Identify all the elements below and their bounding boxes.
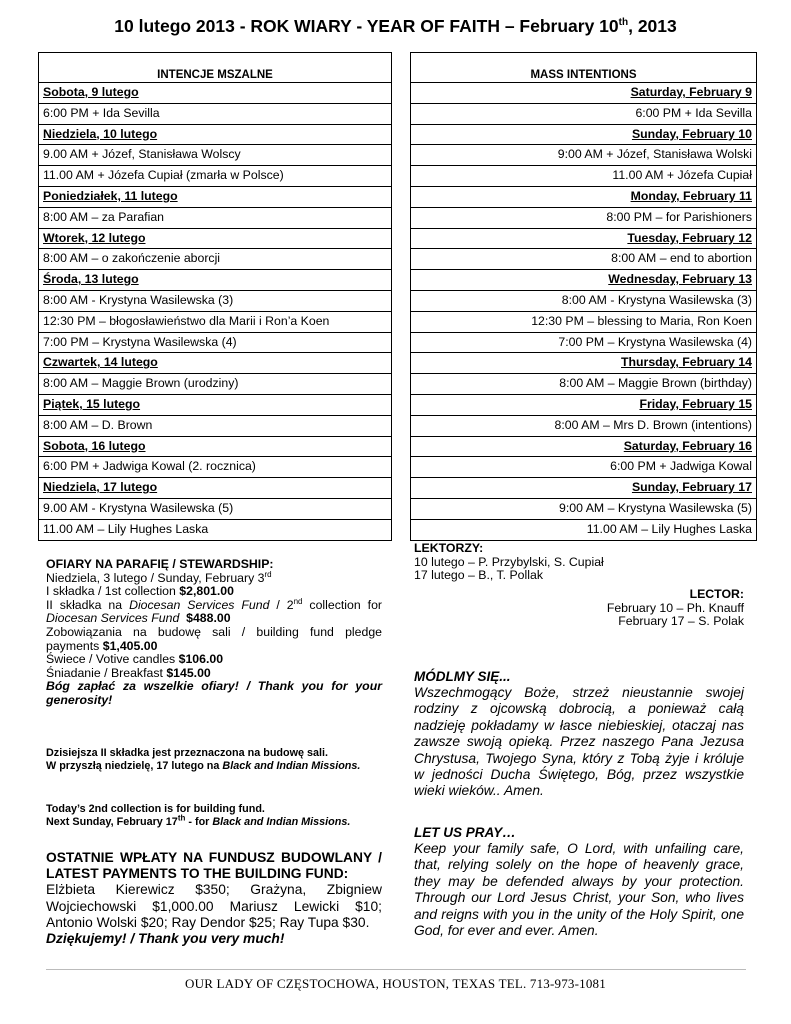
day-heading: Tuesday, February 12 [411, 228, 757, 249]
today-collection-pl: Dzisiejsza II składka jest przeznaczona na budowę sali. [46, 747, 329, 759]
intention-text: 8:00 PM – for Parishioners [411, 207, 757, 228]
day-heading-row [39, 353, 392, 374]
day-heading: Saturday, February 16 [411, 436, 757, 457]
footer: OUR LADY OF CZĘSTOCHOWA, HOUSTON, TEXAS TEL. 713-973-1081 [185, 976, 606, 991]
next-collection-pl: W przyszłą niedzielę, 17 lutego na Black and Indian Missions. [46, 759, 361, 772]
day-heading-row [411, 394, 757, 415]
prayer-en-text: Keep your family safe, O Lord, with unfailing care, that, relying solely on the hope of heavenly grace, they may be defended always by your protection. Through our Lord Jesus Christ, your Son, who lives and reigns with you in the unity of the Holy Spirit, one God, for ever and ever. Amen. [414, 841, 744, 939]
prayer-pl-text: Wszechmogący Boże, strzeż nieustannie swojej rodziny z ojcowską dobrocią, a ponieważ całą nadzieję pokładamy w łasce niebieskiej, otaczaj nas zawsze swoją opieką. Przez naszego Pana Jezusa Chrystusa, Twojego Syna, który z Tobą żyje i króluje w jedności Ducha Świętego, Bóg, przez wszystkie wieki wieków.. Amen. [414, 685, 744, 799]
intention-row [411, 145, 757, 166]
intention-text: 9:00 AM + Józef, Stanisława Wolski [411, 145, 757, 166]
intention-text: 8:00 AM – end to abortion [411, 249, 757, 270]
intention-row [411, 103, 757, 124]
day-heading: Saturday, February 9 [411, 83, 757, 104]
building-fund-heading: OSTATNIE WPŁATY NA FUNDUSZ BUDOWLANY / LATEST PAYMENTS TO THE BUILDING FUND: [46, 850, 382, 882]
votive-candles: Świece / Votive candles $106.00 [46, 652, 224, 667]
day-heading-row [39, 436, 392, 457]
pledge-payments: Zobowiązania na budowę sali / building fund pledge payments $1,405.00 [46, 624, 382, 653]
intention-row [39, 290, 392, 311]
intention-text: 6:00 PM + Ida Sevilla [39, 103, 392, 124]
intention-row [411, 457, 757, 478]
intention-row [39, 103, 392, 124]
day-heading-row [411, 83, 757, 104]
breakfast: Śniadanie / Breakfast $145.00 [46, 665, 211, 680]
lector-heading: LECTOR: [689, 587, 744, 601]
day-heading: Sunday, February 17 [411, 478, 757, 499]
intention-row [411, 415, 757, 436]
prayer-en-heading: LET US PRAY… [414, 825, 516, 840]
day-heading-row [411, 436, 757, 457]
day-heading-row [39, 83, 392, 104]
stewardship-thanks: Bóg zapłać za wszelkie ofiary! / Thank you for your generosity! [46, 679, 382, 707]
day-heading: Sobota, 9 lutego [39, 83, 392, 104]
day-heading: Sunday, February 10 [411, 124, 757, 145]
polish-mass-intentions-table [38, 52, 392, 541]
stewardship-section [46, 558, 382, 708]
lector-line: February 17 – S. Polak [618, 614, 744, 629]
intention-text: 11.00 AM – Lily Hughes Laska [411, 519, 757, 540]
day-heading-row [39, 478, 392, 499]
building-fund-thanks: Dziękujemy! / Thank you very much! [46, 931, 285, 947]
building-fund-section [46, 850, 382, 947]
intention-text: 12:30 PM – błogosławieństwo dla Marii i Ron’a Koen [39, 311, 392, 332]
intention-row [39, 519, 392, 540]
day-heading-row [411, 228, 757, 249]
intention-row [39, 249, 392, 270]
intention-text: 11.00 AM + Józefa Cupiał (zmarła w Polsce) [39, 166, 392, 187]
day-heading: Wtorek, 12 lutego [39, 228, 392, 249]
first-collection: I składka / 1st collection $2,801.00 [46, 584, 234, 599]
lector-section [414, 588, 744, 629]
day-heading: Wednesday, February 13 [411, 270, 757, 291]
intention-row [39, 311, 392, 332]
intention-text: 8:00 AM – Mrs D. Brown (intentions) [411, 415, 757, 436]
intention-text: 8:00 AM – Maggie Brown (birthday) [411, 374, 757, 395]
day-heading: Thursday, February 14 [411, 353, 757, 374]
intention-text: 8:00 AM - Krystyna Wasilewska (3) [39, 290, 392, 311]
day-heading: Niedziela, 17 lutego [39, 478, 392, 499]
intention-text: 8:00 AM – o zakończenie aborcji [39, 249, 392, 270]
intention-text: 9:00 AM – Krystyna Wasilewska (5) [411, 498, 757, 519]
day-heading: Piątek, 15 lutego [39, 394, 392, 415]
intention-text: 11.00 AM – Lily Hughes Laska [39, 519, 392, 540]
lector-line: February 10 – Ph. Knauff [606, 600, 744, 615]
footer-divider [46, 969, 746, 970]
intention-text: 9.00 AM - Krystyna Wasilewska (5) [39, 498, 392, 519]
intention-text: 7:00 PM – Krystyna Wasilewska (4) [411, 332, 757, 353]
intention-text: 6:00 PM + Jadwiga Kowal (2. rocznica) [39, 457, 392, 478]
intention-text: 8:00 AM – za Parafian [39, 207, 392, 228]
collections-notice-en [46, 803, 382, 828]
intention-row [411, 207, 757, 228]
page-title: 10 lutego 2013 - ROK WIARY - YEAR OF FAITH – February 10th, 2013 [114, 16, 677, 36]
intention-text: 8:00 AM – D. Brown [39, 415, 392, 436]
next-collection-en: Next Sunday, February 17th - for Black and Indian Missions. [46, 813, 351, 828]
day-heading-row [39, 228, 392, 249]
intention-row [39, 415, 392, 436]
day-heading: Monday, February 11 [411, 186, 757, 207]
intention-row [39, 332, 392, 353]
intention-row [39, 166, 392, 187]
intention-text: 8:00 AM – Maggie Brown (urodziny) [39, 374, 392, 395]
day-heading-row [39, 270, 392, 291]
prayer-pl-heading: MÓDLMY SIĘ... [414, 669, 511, 684]
intention-text: 7:00 PM – Krystyna Wasilewska (4) [39, 332, 392, 353]
day-heading: Czwartek, 14 lutego [39, 353, 392, 374]
day-heading-row [39, 186, 392, 207]
day-heading-row [411, 186, 757, 207]
table-header: INTENCJE MSZALNE [39, 53, 392, 83]
intention-text: 6:00 PM + Ida Sevilla [411, 103, 757, 124]
intention-row [411, 332, 757, 353]
lektorzy-heading: LEKTORZY: [414, 541, 484, 555]
day-heading-row [411, 270, 757, 291]
lektorzy-section [414, 542, 744, 583]
stewardship-heading: OFIARY NA PARAFIĘ / STEWARDSHIP: [46, 557, 274, 571]
day-heading-row [39, 394, 392, 415]
intention-row [411, 166, 757, 187]
intention-text: 6:00 PM + Jadwiga Kowal [411, 457, 757, 478]
intention-row [411, 519, 757, 540]
collections-notice-pl [46, 747, 382, 772]
intention-row [39, 457, 392, 478]
second-collection: II składka na Diocesan Services Fund / 2nd collection for Diocesan Services Fund $488.00 [46, 596, 382, 626]
intention-row [411, 374, 757, 395]
stewardship-date: Niedziela, 3 lutego / Sunday, February 3rd [46, 569, 272, 585]
day-heading-row [411, 478, 757, 499]
intention-row [39, 498, 392, 519]
day-heading: Poniedziałek, 11 lutego [39, 186, 392, 207]
building-fund-donors: Elżbieta Kierewicz $350; Grażyna, Zbigniew Wojciechowski $1,000.00 Mariusz Lewicki $10; Antonio Wolski $20; Ray Dendor $25; Ray Tupa $30. [46, 882, 382, 930]
day-heading-row [411, 353, 757, 374]
intention-row [411, 249, 757, 270]
prayer-english [414, 825, 744, 939]
intention-row [411, 311, 757, 332]
day-heading: Niedziela, 10 lutego [39, 124, 392, 145]
intention-text: 11.00 AM + Józefa Cupiał [411, 166, 757, 187]
intention-row [411, 498, 757, 519]
table-header: MASS INTENTIONS [411, 53, 757, 83]
lektorzy-line: 17 lutego – B., T. Pollak [414, 568, 543, 583]
intention-row [411, 290, 757, 311]
day-heading: Friday, February 15 [411, 394, 757, 415]
day-heading-row [411, 124, 757, 145]
intention-row [39, 207, 392, 228]
intention-text: 12:30 PM – blessing to Maria, Ron Koen [411, 311, 757, 332]
day-heading-row [39, 124, 392, 145]
english-mass-intentions-table [410, 52, 757, 541]
intention-text: 8:00 AM - Krystyna Wasilewska (3) [411, 290, 757, 311]
day-heading: Środa, 13 lutego [39, 270, 392, 291]
prayer-polish [414, 669, 744, 800]
lektorzy-line: 10 lutego – P. Przybylski, S. Cupiał [414, 554, 604, 569]
intention-row [39, 145, 392, 166]
intention-row [39, 374, 392, 395]
today-collection-en: Today’s 2nd collection is for building fund. [46, 803, 265, 815]
intention-text: 9.00 AM + Józef, Stanisława Wolscy [39, 145, 392, 166]
day-heading: Sobota, 16 lutego [39, 436, 392, 457]
